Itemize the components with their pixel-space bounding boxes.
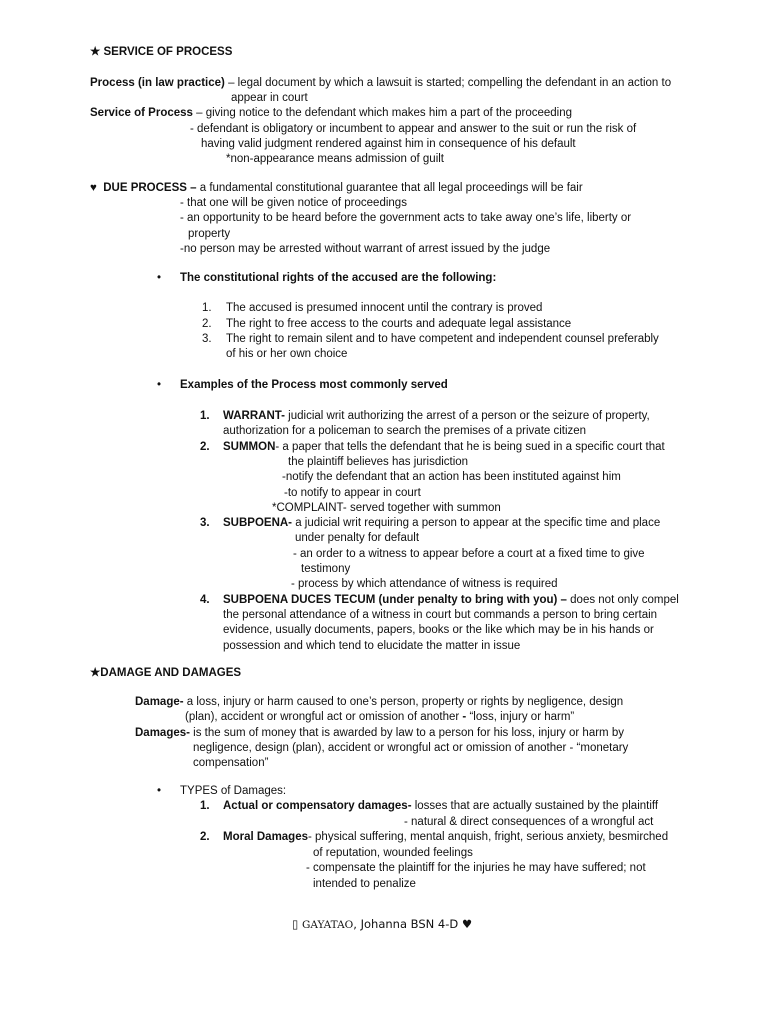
rights-item-3: The right to remain silent and to have competent and independent counsel preferably <box>226 333 659 345</box>
rights-item-3-cont: of his or her own choice <box>226 348 348 360</box>
due-process-point-2-cont: property <box>188 228 231 240</box>
rights-item-1-num: 1. <box>202 302 212 314</box>
section-title-service-of-process: ★ SERVICE OF PROCESS <box>90 46 233 58</box>
due-process-point-2: - an opportunity to be heard before the government acts to take away one’s life, liberty or <box>180 212 632 224</box>
subpoena-duces-tecum-definition-4: possession and which tend to elucidate the matter in issue <box>223 640 521 652</box>
actual-damages-definition: Actual or compensatory damages- losses that are actually sustained by the plaintiff <box>223 800 659 812</box>
summon-num: 2. <box>200 441 210 453</box>
placeholder-glyph-icon: ▯ <box>292 917 299 931</box>
service-note: *non-appearance means admission of guilt <box>226 153 444 165</box>
due-process-point-3: -no person may be arrested without warrant of arrest issued by the judge <box>180 243 551 255</box>
heart-icon: ♥ <box>461 917 473 931</box>
moral-damages-num: 2. <box>200 831 210 843</box>
types-heading: TYPES of Damages: <box>180 785 287 797</box>
moral-damages-definition-4: intended to penalize <box>313 878 416 890</box>
footer-surname: GAYATAO <box>302 919 354 931</box>
process-definition-cont: appear in court <box>231 92 308 104</box>
warrant-num: 1. <box>200 410 210 422</box>
rights-item-3-num: 3. <box>202 333 212 345</box>
damage-definition-cont: (plan), accident or wrongful act or omission of another - “loss, injury or harm” <box>185 711 575 723</box>
process-definition: Process (in law practice) – legal document by which a lawsuit is started; compelling the defendant in an action to <box>90 77 672 89</box>
actual-damages-num: 1. <box>200 800 210 812</box>
subpoena-duces-tecum-definition: SUBPOENA DUCES TECUM (under penalty to bring with you) – does not only compel <box>223 594 679 606</box>
moral-damages-definition-3: - compensate the plaintiff for the injuries he may have suffered; not <box>306 862 646 874</box>
summon-definition-3: -notify the defendant that an action has been instituted against him <box>282 471 621 483</box>
service-definition-2: - defendant is obligatory or incumbent to appear and answer to the suit or run the risk of <box>190 123 637 135</box>
subpoena-definition-5: - process by which attendance of witness is required <box>291 578 558 590</box>
due-process-point-1: - that one will be given notice of proceedings <box>180 197 407 209</box>
subpoena-definition: SUBPOENA- a judicial writ requiring a person to appear at the specific time and place <box>223 517 661 529</box>
due-process-definition: ♥ DUE PROCESS – a fundamental constitutional guarantee that all legal proceedings will be fair <box>90 182 583 194</box>
summon-definition-2: the plaintiff believes has jurisdiction <box>288 456 469 468</box>
subpoena-definition-4: testimony <box>301 563 351 575</box>
subpoena-duces-tecum-num: 4. <box>200 594 210 606</box>
bullet-icon: • <box>157 379 162 391</box>
summon-definition-4: -to notify to appear in court <box>284 487 421 499</box>
examples-heading: Examples of the Process most commonly served <box>180 379 448 391</box>
subpoena-duces-tecum-definition-2: the personal attendance of a witness in court but commands a person to bring certain <box>223 609 658 621</box>
section-title-damage-and-damages: ★DAMAGE AND DAMAGES <box>90 667 242 679</box>
bullet-icon: • <box>157 272 162 284</box>
damages-definition-3: compensation” <box>193 757 269 769</box>
subpoena-duces-tecum-definition-3: evidence, usually documents, papers, books or the like which may be in his hands or <box>223 624 654 636</box>
footer-name-class: , Johanna BSN 4-D <box>353 917 462 931</box>
damages-definition: Damages- is the sum of money that is awarded by law to a person for his loss, injury or harm by <box>135 727 624 739</box>
moral-damages-definition-2: of reputation, wounded feelings <box>313 847 473 859</box>
moral-damages-definition: Moral Damages- physical suffering, mental anquish, fright, serious anxiety, besmirched <box>223 831 669 843</box>
service-definition: Service of Process – giving notice to the defendant which makes him a part of the proceeding <box>90 107 573 119</box>
bullet-icon: • <box>157 785 162 797</box>
warrant-definition-cont: authorization for a policeman to search the premises of a private citizen <box>223 425 587 437</box>
rights-item-2: The right to free access to the courts and adequate legal assistance <box>226 318 572 330</box>
damage-definition: Damage- a loss, injury or harm caused to one’s person, property or rights by negligence, design <box>135 696 624 708</box>
subpoena-definition-3: - an order to a witness to appear before a court at a fixed time to give <box>293 548 645 560</box>
damages-definition-2: negligence, design (plan), accident or wrongful act or omission of another - “monetary <box>193 742 629 754</box>
summon-definition: SUMMON- a paper that tells the defendant that he is being sued in a specific court that <box>223 441 665 453</box>
complaint-note: *COMPLAINT- served together with summon <box>272 502 501 514</box>
rights-heading: The constitutional rights of the accused are the following: <box>180 272 497 284</box>
page-footer <box>292 917 472 932</box>
heart-icon: ♥ <box>90 182 97 194</box>
rights-item-1: The accused is presumed innocent until the contrary is proved <box>226 302 543 314</box>
actual-damages-definition-2: - natural & direct consequences of a wrongful act <box>404 816 654 828</box>
rights-item-2-num: 2. <box>202 318 212 330</box>
warrant-definition: WARRANT- judicial writ authorizing the arrest of a person or the seizure of property, <box>223 410 650 422</box>
service-definition-3: having valid judgment rendered against him in consequence of his default <box>201 138 576 150</box>
subpoena-num: 3. <box>200 517 210 529</box>
subpoena-definition-2: under penalty for default <box>295 532 420 544</box>
